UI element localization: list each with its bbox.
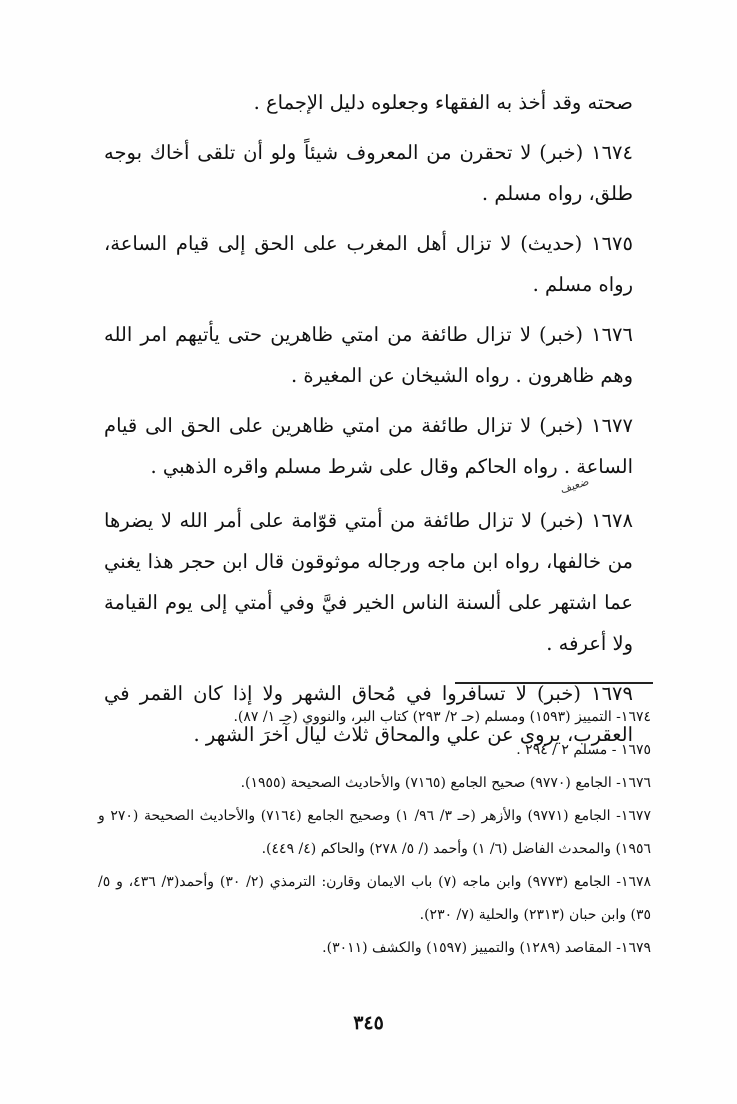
main-text (104, 82, 633, 764)
footnote-1677: ١٦٧٧- الجامع (٩٧٧١) والأزهر (حـ ٣/ ٩٦/ ١) وصحيح الجامع (٧١٦٤) والأحاديث الصحيحة (٢٧٠ و ١٩٥٦) والمحدث الفاضل (٦/ ١) وأحمد (/ ٥/ ٢٧٨) والحاكم (٤/ ٤٤٩). (98, 808, 651, 857)
page-number: ٣٤٥ (353, 1012, 384, 1034)
footnote-1675: ١٦٧٥ - مسلم ٢ / ٢٩٤ . (516, 742, 651, 758)
footnotes (98, 701, 651, 965)
footnote-1674: ١٦٧٤- التمييز (١٥٩٣) ومسلم (حـ ٢/ ٢٩٣) كتاب البر، والنووي (حـ ١/ ٨٧). (233, 709, 651, 725)
hadith-entry-1679: ١٦٧٩ (خبر) لا تسافروا في مُحاق الشهر ولا إذا كان القمر في العقرب، يروى عن علي والمحاق ثلاث ليال آخرَ الشهر . (104, 682, 633, 746)
handwritten-margin-note: ضعيف (558, 474, 591, 497)
footnote-1678: ١٦٧٨- الجامع (٩٧٧٣) وابن ماجه (٧) باب الايمان وقارن: الترمذي (٢/ ٣٠) وأحمد(٣/ ٤٣٦، و ٥/ ٣٥) وابن حبان (٢٣١٣) والحلية (٧/ ٢٣٠). (98, 874, 652, 923)
hadith-entry-1675: ١٦٧٥ (حديث) لا تزال أهل المغرب على الحق إلى قيام الساعة، رواه مسلم . (104, 232, 633, 296)
footnote-1679: ١٦٧٩- المقاصد (١٢٨٩) والتمييز (١٥٩٧) والكشف (٣٠١١). (322, 940, 651, 956)
hadith-entry-1678: ١٦٧٨ (خبر) لا تزال طائفة من أمتي قوّامة على أمر الله لا يضرها من خالفها، رواه ابن ماجه ورجاله موثوقون قال ابن حجر هذا يغني عما اشتهر على ألسنة الناس الخير فيَّ وفي أمتي إلى يوم القيامة ولا أعرفه . (104, 509, 633, 655)
paragraph-continuation: صحته وقد أخذ به الفقهاء وجعلوه دليل الإجماع . (253, 91, 633, 114)
hadith-entry-1676: ١٦٧٦ (خبر) لا تزال طائفة من امتي ظاهرين حتى يأتيهم امر الله وهم ظاهرون . رواه الشيخان عن المغيرة . (104, 323, 633, 387)
hadith-entry-1677: ١٦٧٧ (خبر) لا تزال طائفة من امتي ظاهرين على الحق الى قيام الساعة . رواه الحاكم وقال على شرط مسلم واقره الذهبي . (104, 414, 633, 478)
footnote-1676: ١٦٧٦- الجامع (٩٧٧٠) صحيح الجامع (٧١٦٥) والأحاديث الصحيحة (١٩٥٥). (240, 775, 651, 791)
hadith-entry-1674: ١٦٧٤ (خبر) لا تحقرن من المعروف شيئاً ولو أن تلقى أخاك بوجه طلق، رواه مسلم . (104, 141, 633, 205)
footnote-divider (455, 682, 653, 684)
